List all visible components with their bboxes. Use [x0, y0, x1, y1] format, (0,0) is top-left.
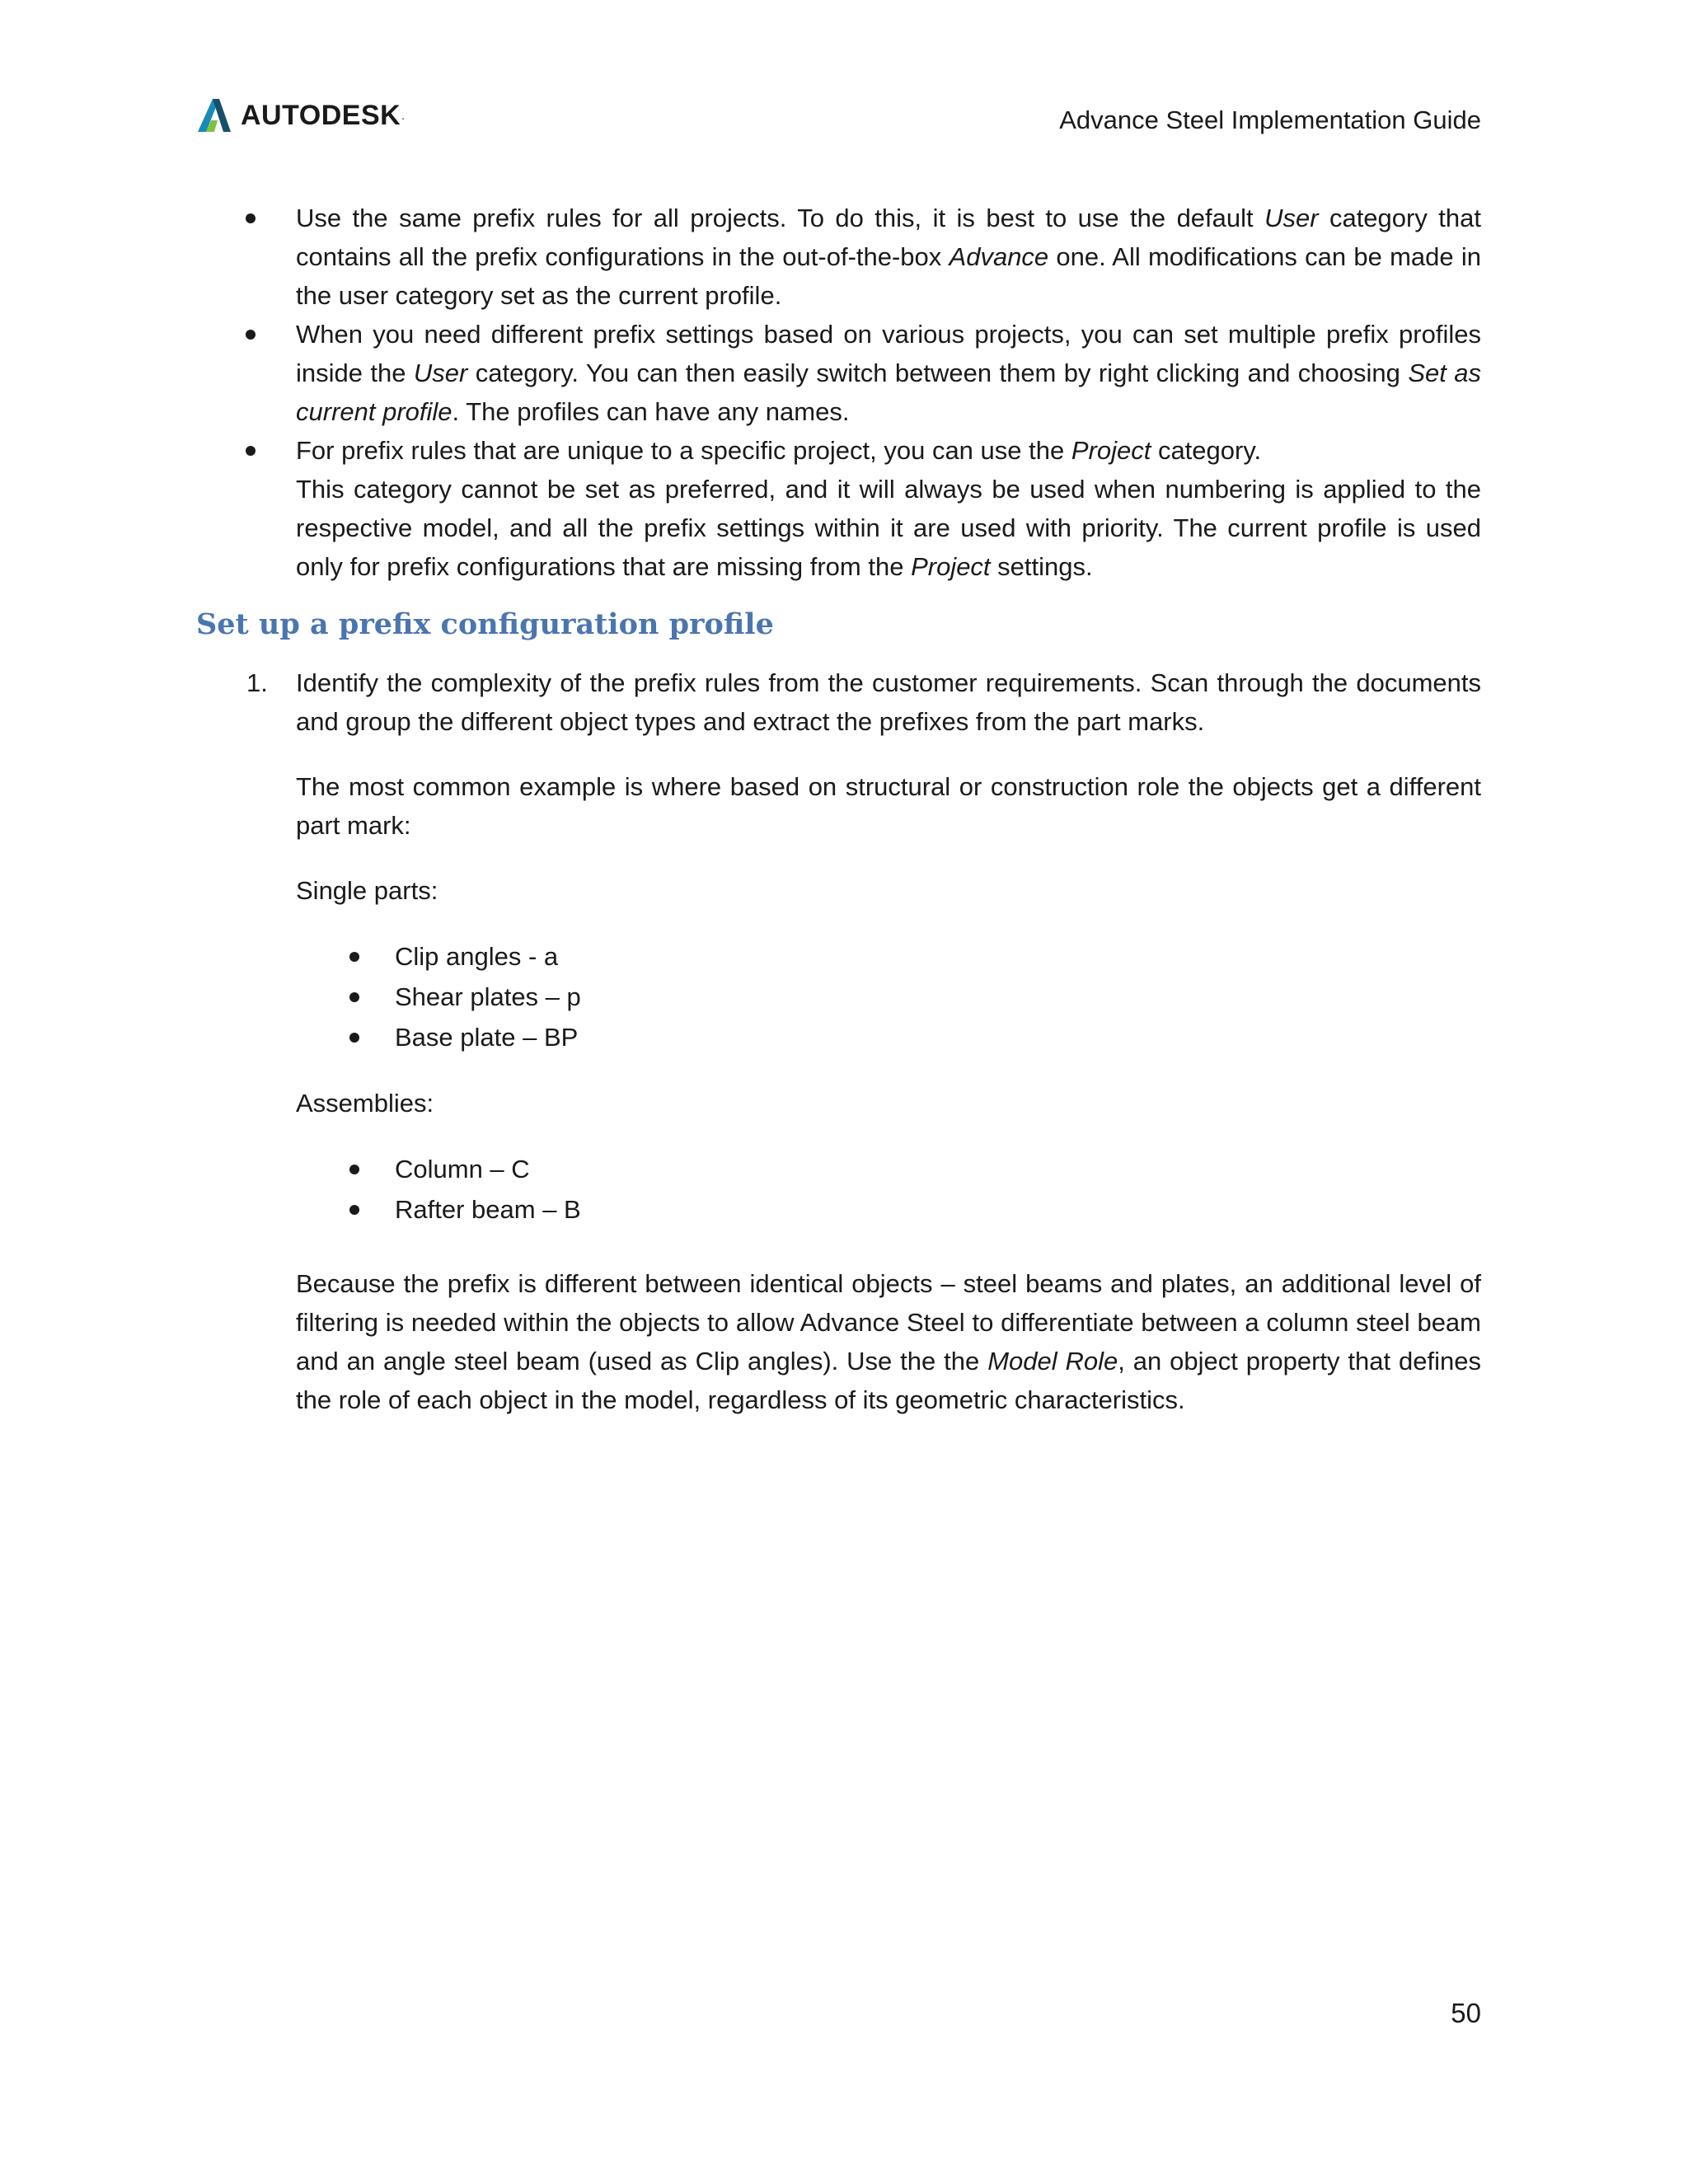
- list-item: Rafter beam – B: [296, 1189, 1481, 1230]
- bullet-dot: [246, 446, 256, 456]
- bullet-continuation: This category cannot be set as preferred, and it will always be used when numbering is applied to the respective model, and all the prefix settings within it are used with priority. The current profile is used only for prefix configurations that are missing from the Project settings.: [296, 475, 1481, 581]
- section-heading: Set up a prefix configuration profile: [196, 607, 774, 641]
- numbered-step: [196, 663, 1481, 741]
- single-parts-list: [196, 936, 1481, 1057]
- list-item: Column – C: [296, 1149, 1481, 1189]
- list-item: Base plate – BP: [296, 1017, 1481, 1057]
- step-text: Identify the complexity of the prefix rules from the customer requirements. Scan through the documents and group the different object types and extract the prefixes from the part marks.: [296, 668, 1481, 736]
- bullet-line: For prefix rules that are unique to a specific project, you can use the Project category.: [296, 436, 1262, 465]
- bullet-item: [196, 431, 1481, 586]
- bullet-dot: [349, 1205, 359, 1215]
- bullet-dot: [349, 1165, 359, 1174]
- autodesk-logo-icon: [196, 97, 232, 134]
- logo-wordmark-dot: .: [401, 109, 406, 122]
- example-paragraph: The most common example is where based on structural or construction role the objects get a different part mark:: [296, 772, 1481, 840]
- logo-wordmark: AUTODESK: [241, 99, 401, 131]
- page-number: 50: [1451, 1998, 1481, 2028]
- step-number: 1.: [246, 668, 268, 697]
- bullet-dot: [349, 1033, 359, 1043]
- document-title: Advance Steel Implementation Guide: [1059, 105, 1481, 134]
- bullet-dot: [246, 213, 256, 223]
- assemblies-list: [196, 1149, 1481, 1230]
- list-item: Clip angles - a: [296, 936, 1481, 977]
- bullet-dot: [349, 952, 359, 962]
- single-parts-label: Single parts:: [296, 876, 438, 905]
- list-item: Shear plates – p: [296, 977, 1481, 1017]
- page-content: [196, 199, 1481, 1419]
- bullet-item: When you need different prefix settings based on various projects, you can set multiple prefix profiles inside the User category. You can then easily switch between them by right clicking and choosing Set as current profile. The profiles can have any names.: [196, 315, 1481, 431]
- autodesk-logo: [196, 96, 405, 134]
- bullet-dot: [349, 992, 359, 1002]
- bullet-dot: [246, 330, 256, 340]
- assemblies-label: Assemblies:: [296, 1089, 434, 1118]
- bullet-item: Use the same prefix rules for all projects. To do this, it is best to use the default User category that contains all the prefix configurations in the out-of-the-box Advance one. All modifications can be made in the user category set as the current profile.: [196, 199, 1481, 315]
- closing-paragraph: Because the prefix is different between identical objects – steel beams and plates, an additional level of filtering is needed within the objects to allow Advance Steel to differentiate between a column steel beam and an angle steel beam (used as Clip angles). Use the the Model Role, an object property that defines the role of each object in the model, regardless of its geometric characteristics.: [296, 1269, 1481, 1414]
